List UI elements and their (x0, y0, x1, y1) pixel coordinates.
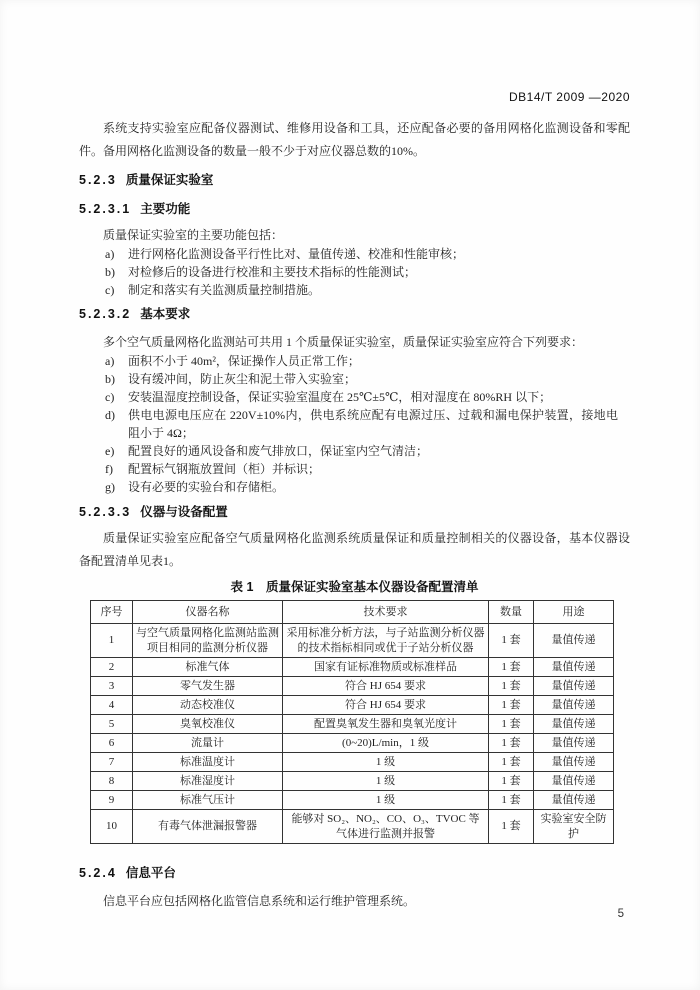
lead-paragraph-5-2-4: 信息平台应包括网格化监管信息系统和运行维护管理系统。 (103, 894, 416, 908)
table-cell: 1 套 (489, 734, 534, 753)
section-heading-5-2-3-2 (79, 307, 630, 322)
table-cell: 量值传递 (534, 658, 614, 677)
list-text: 供电电源电压应在 220V±10%内，供电系统应配有电源过压、过载和漏电保护装置，接地电阻小于 4Ω； (128, 408, 618, 440)
table-cell: 1 套 (489, 772, 534, 791)
table-cell: 1 套 (489, 658, 534, 677)
section-title: 主要功能 (140, 202, 191, 216)
section-number: 5.2.3 (79, 173, 117, 187)
list-marker: e) (105, 444, 115, 458)
table-cell: 配置臭氧发生器和臭氧光度计 (283, 715, 489, 734)
table-cell: 1 套 (489, 791, 534, 810)
list-text: 配置标气钢瓶放置间（柜）并标识； (128, 462, 321, 476)
table-cell: 1 级 (283, 753, 489, 772)
table-cell: 量值传递 (534, 624, 614, 658)
table-header-cell: 仪器名称 (133, 601, 283, 624)
table-cell: 流量计 (133, 734, 283, 753)
list-item (79, 406, 630, 442)
list-marker: a) (105, 247, 115, 261)
section-title: 仪器与设备配置 (140, 505, 228, 519)
section-number: 5.2.3.3 (79, 505, 132, 519)
table-cell: 4 (91, 696, 133, 715)
table-cell: 3 (91, 677, 133, 696)
list-text: 配置良好的通风设备和废气排放口，保证室内空气清洁； (128, 444, 429, 458)
equipment-table (90, 600, 614, 844)
table-cell: 有毒气体泄漏报警器 (133, 810, 283, 844)
list-marker: a) (105, 354, 115, 368)
section-title: 基本要求 (140, 307, 191, 321)
table-cell: 标准气体 (133, 658, 283, 677)
list-marker: b) (105, 265, 115, 279)
table-row (91, 791, 614, 810)
list-text: 制定和落实有关监测质量控制措施。 (128, 283, 321, 297)
table-cell: 量值传递 (534, 715, 614, 734)
list-marker: c) (105, 283, 115, 297)
table-cell: 7 (91, 753, 133, 772)
list-text: 进行网格化监测设备平行性比对、量值传递、校准和性能审核； (128, 247, 465, 261)
lead-paragraph-5-2-3-2: 多个空气质量网格化监测站可共用 1 个质量保证实验室，质量保证实验室应符合下列要求： (103, 335, 584, 349)
table-header-cell: 数量 (489, 601, 534, 624)
table-cell: 1 套 (489, 715, 534, 734)
table-cell: 标准气压计 (133, 791, 283, 810)
list-text: 面积不小于 40m²，保证操作人员正常工作； (128, 354, 360, 368)
table-cell: 量值传递 (534, 791, 614, 810)
table-cell: 1 套 (489, 677, 534, 696)
section-number: 5.2.3.1 (79, 202, 132, 216)
table-row (91, 696, 614, 715)
table-cell: 1 级 (283, 791, 489, 810)
table-cell: 能够对 SO₂、NO₂、CO、O₃、TVOC 等气体进行监测并报警 (283, 810, 489, 844)
table-cell: 标准温度计 (133, 753, 283, 772)
table-cell: 8 (91, 772, 133, 791)
list-text: 设有缓冲间，防止灰尘和泥土带入实验室； (128, 372, 357, 386)
table-cell: 臭氧校准仪 (133, 715, 283, 734)
page-number: 5 (617, 908, 624, 920)
section-heading-5-2-3-3 (79, 505, 630, 520)
intro-paragraph: 系统支持实验室应配备仪器测试、维修用设备和工具，还应配备必要的备用网格化监测设备和零配件。备用网格化监测设备的数量一般不少于对应仪器总数的10%。 (79, 121, 630, 158)
table-cell: 量值传递 (534, 734, 614, 753)
table-cell: 量值传递 (534, 696, 614, 715)
section-number: 5.2.4 (79, 866, 117, 880)
table-cell: 与空气质量网格化监测站监测项目相同的监测分析仪器 (133, 624, 283, 658)
table-header-row (91, 601, 614, 624)
table-row (91, 734, 614, 753)
table-row (91, 677, 614, 696)
list-item (79, 388, 630, 406)
table-cell: 1 套 (489, 810, 534, 844)
table-cell: 量值传递 (534, 677, 614, 696)
section-title: 信息平台 (125, 866, 176, 880)
list-item (79, 370, 630, 388)
table-cell: 符合 HJ 654 要求 (283, 677, 489, 696)
section-title: 质量保证实验室 (125, 173, 214, 187)
list-item (79, 460, 630, 478)
table-cell: 1 (91, 624, 133, 658)
table-cell: 实验室安全防护 (534, 810, 614, 844)
table-cell: 1 套 (489, 696, 534, 715)
table-header-cell: 用途 (534, 601, 614, 624)
table-cell: 9 (91, 791, 133, 810)
table-cell: (0~20)L/min，1 级 (283, 734, 489, 753)
table-cell: 1 套 (489, 624, 534, 658)
list-item (79, 442, 630, 460)
list-5-2-3-1 (79, 245, 630, 299)
list-item (79, 478, 630, 496)
table-cell: 5 (91, 715, 133, 734)
section-heading-5-2-3-1 (79, 202, 630, 217)
table-row (91, 658, 614, 677)
table-row (91, 715, 614, 734)
list-item (79, 352, 630, 370)
list-marker: b) (105, 372, 115, 386)
table-cell: 量值传递 (534, 772, 614, 791)
table-cell: 1 套 (489, 753, 534, 772)
list-marker: c) (105, 390, 115, 404)
document-code-header: DB14/T 2009 —2020 (508, 90, 630, 104)
table-cell: 标准湿度计 (133, 772, 283, 791)
table-cell: 量值传递 (534, 753, 614, 772)
table-row (91, 753, 614, 772)
list-text: 设有必要的实验台和存储柜。 (128, 480, 285, 494)
list-item (79, 281, 630, 299)
section-heading-5-2-4 (79, 866, 630, 881)
table-row (91, 810, 614, 844)
list-item (79, 245, 630, 263)
table-cell: 1 级 (283, 772, 489, 791)
table-caption: 表 1 质量保证实验室基本仪器设备配置清单 (230, 580, 479, 594)
table-row (91, 624, 614, 658)
table-row (91, 772, 614, 791)
list-marker: f) (105, 462, 113, 476)
table-cell: 10 (91, 810, 133, 844)
table-cell: 国家有证标准物质或标准样品 (283, 658, 489, 677)
table-cell: 6 (91, 734, 133, 753)
lead-paragraph-5-2-3-1: 质量保证实验室的主要功能包括： (103, 228, 284, 242)
table-cell: 采用标准分析方法，与子站监测分析仪器的技术指标相同或优于子站分析仪器 (283, 624, 489, 658)
table-header-cell: 技术要求 (283, 601, 489, 624)
list-marker: d) (105, 408, 115, 422)
list-text: 安装温湿度控制设备，保证实验室温度在 25℃±5℃，相对湿度在 80%RH 以下； (128, 390, 552, 404)
table-cell: 符合 HJ 654 要求 (283, 696, 489, 715)
section-number: 5.2.3.2 (79, 307, 132, 321)
table-header-cell: 序号 (91, 601, 133, 624)
section-heading-5-2-3 (79, 173, 630, 188)
table-cell: 零气发生器 (133, 677, 283, 696)
list-text: 对检修后的设备进行校准和主要技术指标的性能测试； (128, 265, 417, 279)
list-marker: g) (105, 480, 115, 494)
lead-paragraph-5-2-3-3: 质量保证实验室应配备空气质量网格化监测系统质量保证和质量控制相关的仪器设备，基本仪器设备配置清单见表1。 (79, 531, 630, 568)
table-cell: 动态校准仪 (133, 696, 283, 715)
list-item (79, 263, 630, 281)
list-5-2-3-2 (79, 352, 630, 496)
table-cell: 2 (91, 658, 133, 677)
